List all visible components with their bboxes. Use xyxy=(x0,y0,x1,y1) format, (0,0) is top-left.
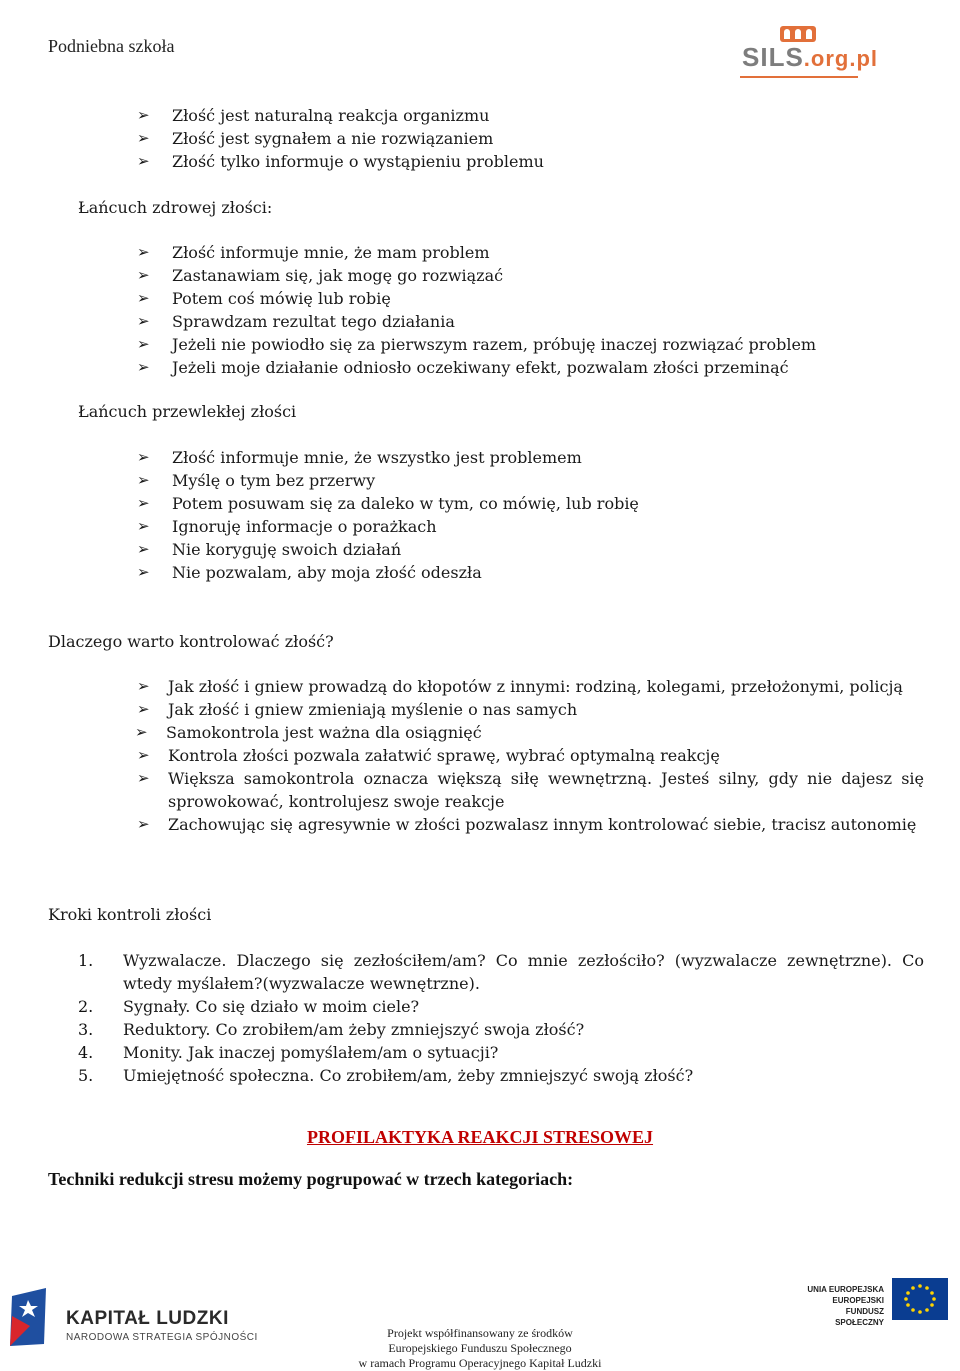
arrow-bullet-icon: ➢ xyxy=(137,243,150,261)
people-icon xyxy=(780,26,816,42)
list-item: ➢ Sprawdzam rezultat tego działania xyxy=(137,312,455,331)
section-heading-healthy: Łańcuch zdrowej złości: xyxy=(78,198,273,217)
kapital-ludzki-flag-icon xyxy=(8,1286,52,1348)
kapital-ludzki-title: KAPITAŁ LUDZKI xyxy=(66,1308,229,1329)
step-text: Umiejętność społeczna. Co zrobiłem/am, żeby zmniejszyć swoją złość? xyxy=(123,1066,694,1085)
step-text: Sygnały. Co się działo w moim ciele? xyxy=(123,997,420,1016)
step-number: 2. xyxy=(78,997,94,1016)
arrow-bullet-icon: ➢ xyxy=(137,563,150,581)
eu-flag-icon xyxy=(892,1278,948,1320)
step-number: 5. xyxy=(78,1066,94,1085)
list-item: ➢ Potem posuwam się za daleko w tym, co mówię, lub robię xyxy=(137,494,639,513)
step-text: Reduktory. Co zrobiłem/am żeby zmniejszyć swoja złość? xyxy=(123,1020,585,1039)
kapital-ludzki-logo xyxy=(8,1284,258,1354)
step-text: Wyzwalacze. Dlaczego się zezłościłem/am? Co mnie zezłościło? (wyzwalacze zewnętrzne). Co wtedy myślałem?(wyzwalacze wewnętrzne). xyxy=(123,951,924,993)
arrow-bullet-icon: ➢ xyxy=(137,448,150,466)
section-heading-steps: Kroki kontroli złości xyxy=(48,905,212,924)
logo-text-main: SILS xyxy=(742,42,804,72)
arrow-bullet-icon: ➢ xyxy=(137,471,150,489)
list-item: ➢ Jak złość i gniew prowadzą do kłopotów z innymi: rodziną, kolegami, przełożonymi, policją xyxy=(137,677,903,696)
arrow-bullet-icon: ➢ xyxy=(137,677,150,695)
list-item: ➢ Zastanawiam się, jak mogę go rozwiązać xyxy=(137,266,504,285)
step-number: 4. xyxy=(78,1043,94,1062)
sils-logo xyxy=(740,22,879,80)
list-item: ➢ Jeżeli nie powiodło się za pierwszym razem, próbuję inaczej rozwiązać problem xyxy=(137,335,817,354)
step-text: Monity. Jak inaczej pomyślałem/am o sytuacji? xyxy=(123,1043,499,1062)
list-item: ➢ Zachowując się agresywnie w złości pozwalasz innym kontrolować siebie, tracisz autonomię xyxy=(137,815,917,834)
logo-text-domain: .org.pl xyxy=(803,46,879,71)
arrow-bullet-icon: ➢ xyxy=(137,700,150,718)
arrow-bullet-icon: ➢ xyxy=(137,358,150,376)
arrow-bullet-icon: ➢ xyxy=(137,769,150,787)
section-heading-why: Dlaczego warto kontrolować złość? xyxy=(48,632,334,651)
list-item: ➢ Większa samokontrola oznacza większą siłę wewnętrzną. Jesteś silny, gdy nie dajesz się sprowokować, kontrolujesz swoje reakcje xyxy=(137,769,924,811)
arrow-bullet-icon: ➢ xyxy=(137,540,150,558)
arrow-bullet-icon: ➢ xyxy=(137,335,150,353)
step-number: 3. xyxy=(78,1020,94,1039)
eu-logo: UNIA EUROPEJSKA EUROPEJSKI FUNDUSZ SPOŁECZNY xyxy=(806,1278,948,1322)
page-header-title: Podniebna szkoła xyxy=(48,36,175,56)
list-item: ➢ Myślę o tym bez przerwy xyxy=(137,471,376,490)
arrow-bullet-icon: ➢ xyxy=(137,289,150,307)
arrow-bullet-icon: ➢ xyxy=(137,106,150,124)
list-item: ➢ Złość tylko informuje o wystąpieniu problemu xyxy=(137,152,544,171)
arrow-bullet-icon: ➢ xyxy=(137,746,150,764)
arrow-bullet-icon: ➢ xyxy=(137,266,150,284)
list-item: ➢ Jak złość i gniew zmieniają myślenie o nas samych xyxy=(137,700,578,719)
arrow-bullet-icon: ➢ xyxy=(137,129,150,147)
list-item: ➢ Ignoruję informacje o porażkach xyxy=(137,517,437,536)
arrow-bullet-icon: ➢ xyxy=(137,494,150,512)
list-item: ➢ Kontrola złości pozwala załatwić sprawę, wybrać optymalną reakcję xyxy=(137,746,720,765)
kapital-ludzki-subtitle: NARODOWA STRATEGIA SPÓJNOŚCI xyxy=(66,1332,258,1343)
list-item: ➢ Nie pozwalam, aby moja złość odeszła xyxy=(137,563,482,582)
arrow-bullet-icon: ➢ xyxy=(137,152,150,170)
list-item: ➢ Samokontrola jest ważna dla osiągnięć xyxy=(135,723,482,742)
list-item: ➢ Jeżeli moje działanie odniosło oczekiwany efekt, pozwalam złości przeminąć xyxy=(137,358,789,377)
arrow-bullet-icon: ➢ xyxy=(137,517,150,535)
list-item: ➢ Złość informuje mnie, że mam problem xyxy=(137,243,490,262)
list-item: ➢ Złość jest sygnałem a nie rozwiązaniem xyxy=(137,129,494,148)
list-item: ➢ Potem coś mówię lub robię xyxy=(137,289,391,308)
section-heading-red: PROFILAKTYKA REAKCJI STRESOWEJ xyxy=(306,1127,654,1147)
list-item: ➢ Nie koryguję swoich działań xyxy=(137,540,402,559)
step-number: 1. xyxy=(78,951,94,970)
arrow-bullet-icon: ➢ xyxy=(135,723,148,741)
list-item: ➢ Złość informuje mnie, że wszystko jest problemem xyxy=(137,448,582,467)
list-item: ➢ Złość jest naturalną reakcja organizmu xyxy=(137,106,490,125)
bold-paragraph: Techniki redukcji stresu możemy pogrupować w trzech kategoriach: xyxy=(48,1169,574,1189)
arrow-bullet-icon: ➢ xyxy=(137,312,150,330)
logo-underline xyxy=(740,76,858,78)
arrow-bullet-icon: ➢ xyxy=(137,815,150,833)
footer-funding-note: Projekt współfinansowany ze środków Europejskiego Funduszu Społecznego w ramach Programu Operacyjnego Kapitał Ludzki xyxy=(358,1326,602,1370)
section-heading-chronic: Łańcuch przewlekłej złości xyxy=(78,402,297,421)
